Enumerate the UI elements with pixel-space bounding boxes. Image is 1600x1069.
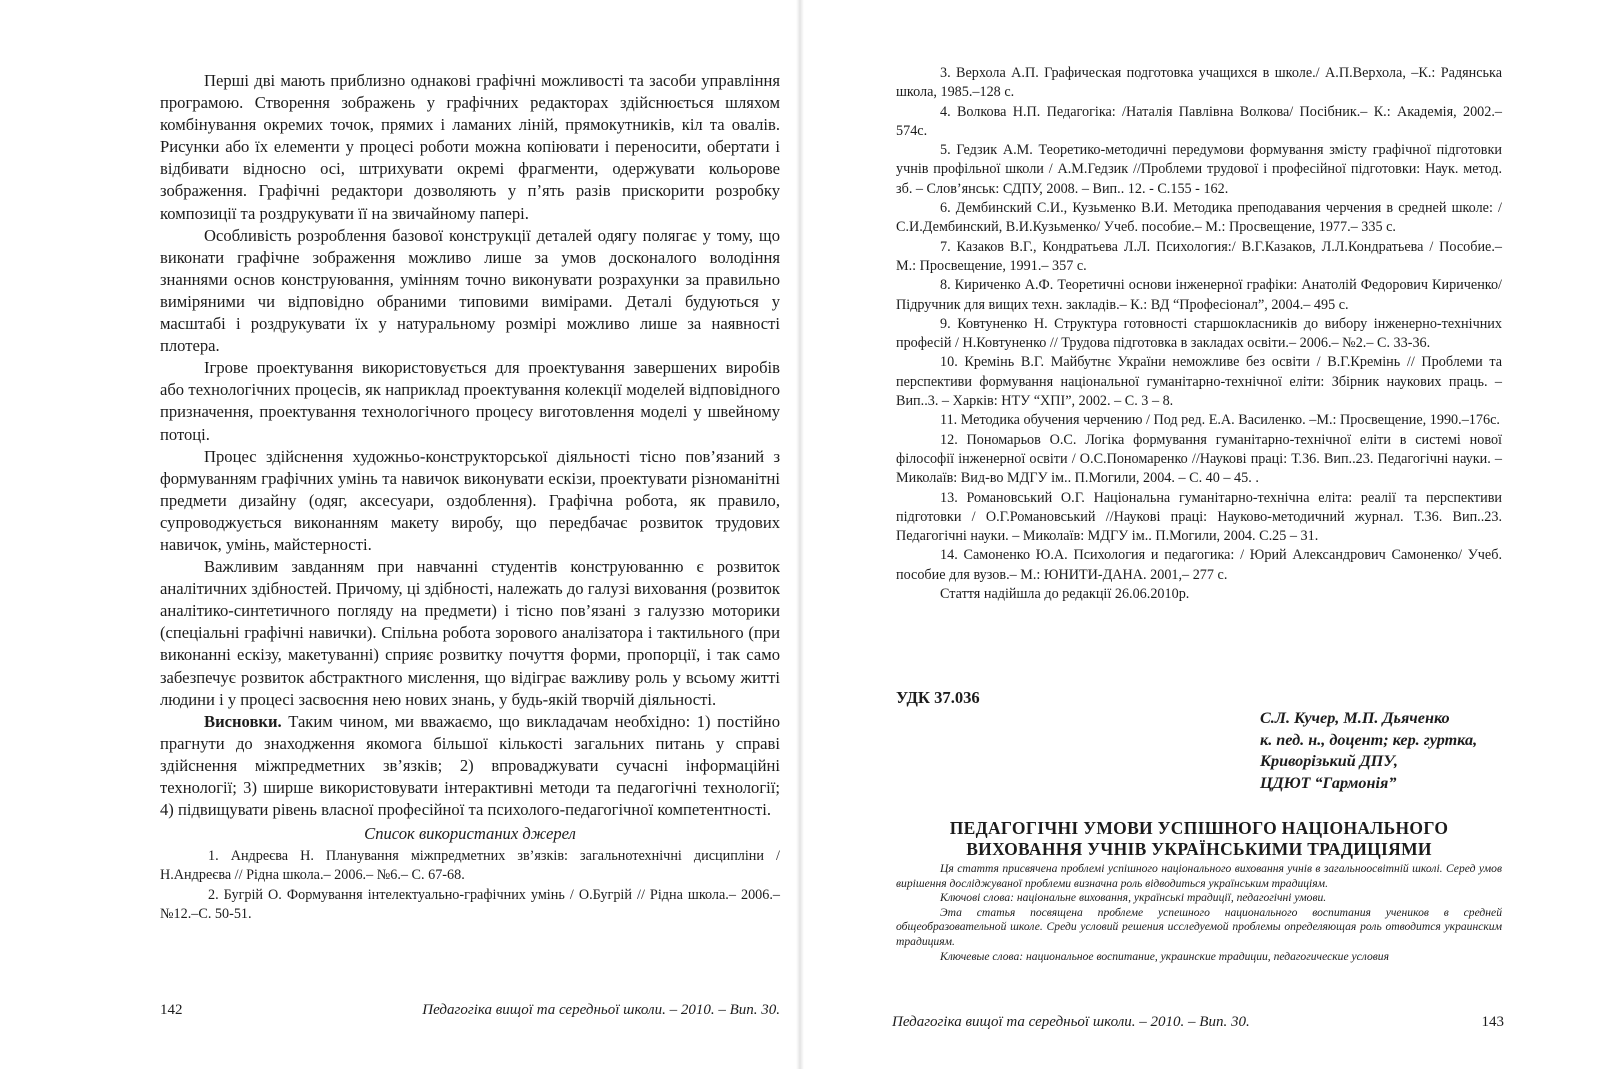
right-references [896, 64, 1502, 604]
conclusion-text: Таким чином, ми вважаємо, що викладачам необхідно: 1) постійно прагнути до знаходження якомога більшої кількості загальних питань у справі здійснення міжпредметних зв’язків; 2) впроваджувати сучасні інформаційні технології; 3) ширше використовувати інтерактивні методи та педагогічні технології; 4) підвищувати рівень власної професійної та психолого-педагогічної компетентності. [160, 711, 780, 820]
keywords-ru: Ключевые слова: национальное воспитание, украинские традиции, педагогические условия [940, 949, 1389, 963]
paragraph-5: Важливим завданням при навчанні студентів конструюванню є розвиток аналітичних здібностей. Причому, ці здібності, належать до галузі виховання (розвиток аналітико-синтетичного погляду на предмети) і тісно пов’язані з галуззю моторики (спеціальні графічні навички). Спільна робота зорового аналізатора і тактильного (при виконанні ескізу, макетуванні) сприяє розвитку почуття форми, пропорції, і так само забезпечує розвиток абстрактного мислення, що відіграє важливу роль у всьому житті людини і у процесі засвоєння нею нових знань, у будь-якій творчій діяльності. [160, 557, 780, 709]
reference-item: 12. Пономарьов О.С. Логіка формування гуманітарно-технічної еліти в системі нової філософії інженерної освіти / О.С.Пономаренко //Наукові праці: Т.36. Вип..23. Педагогічні науки. – Миколаїв: Вид-во МДГУ ім.. П.Могили, 2004. – С. 40 – 45. . [896, 431, 1502, 487]
paragraph-3: Ігрове проектування використовується для проектування завершених виробів або технологічних процесів, як наприклад проектування колекції моделей відповідного призначення, проектування технологічного процесу виготовлення моделі у швейному потоці. [160, 358, 780, 444]
page-number-left: 142 [160, 1002, 183, 1018]
abstract-ru: Эта статья посвящена проблеме успешного национального воспитания учеников в средней общеобразовательной школе. Среди условий решения исследуемой проблемы определяющая роль отводится украинским традициям. [896, 905, 1502, 948]
udk-code: УДК 37.036 [896, 688, 980, 707]
left-footer [160, 1002, 780, 1019]
journal-name-right: Педагогіка вищої та середньої школи. – 2010. – Вип. 30. [892, 1014, 1250, 1030]
paragraph-2: Особливість розроблення базової конструкції деталей одягу полягає у тому, що виконати графічне зображення можливо лише за умов досконалого володіння знаннями основ конструювання, умінням точно виконувати розрахунки за правильно виміряними чи відповідно обраними типовими вимірами. Деталі будуються у масштабі і роздрукувати їх у натуральному розмірі можливо лише за наявності плотера. [160, 225, 780, 356]
reference-item: 2. Бугрій О. Формування інтелектуально-графічних умінь / О.Бугрій // Рідна школа.– 2006.– №12.–С. 50-51. [160, 886, 780, 922]
reference-item: 4. Волкова Н.П. Педагогіка: /Наталія Павлівна Волкова/ Посібник.– К.: Академія, 2002.– 574с. [896, 103, 1502, 139]
authors-block [1260, 708, 1560, 794]
author-affiliation-1: Криворізький ДПУ, [1260, 752, 1398, 770]
reference-item: 11. Методика обучения черчению / Под ред. Е.А. Василенко. –М.: Просвещение, 1990.–176с. [940, 412, 1500, 429]
left-references [160, 847, 780, 924]
right-footer [892, 1014, 1504, 1031]
sources-title: Список використаних джерел [364, 824, 576, 844]
reference-item: 14. Самоненко Ю.А. Психология и педагогика: / Юрий Александрович Самоненко/ Учеб. пособие для вузов.– М.: ЮНИТИ-ДАНА. 2001,– 277 с. [896, 547, 1502, 583]
journal-name-left: Педагогіка вищої та середньої школи. – 2010. – Вип. 30. [422, 1002, 780, 1018]
received-date: Стаття надійшла до редакції 26.06.2010р. [940, 586, 1190, 603]
reference-item: 1. Андреєва Н. Планування міжпредметних зв’язків: загальнотехнічні дисципліни / Н.Андреєва // Рідна школа.– 2006.– №6.– С. 67-68. [160, 848, 780, 884]
reference-item: 8. Кириченко А.Ф. Теоретичні основи інженерної графіки: Анатолій Федорович Кириченко/ Підручник для вищих техн. закладів.– К.: ВД “Професіонал”, 2004.– 495 с. [896, 277, 1502, 313]
author-names: С.Л. Кучер, М.П. Дьяченко [1260, 709, 1450, 727]
right-page [800, 0, 1600, 1069]
author-degree: к. пед. н., доцент; кер. гуртка, [1260, 730, 1478, 749]
reference-item: 9. Ковтуненко Н. Структура готовності старшокласників до вибору інженерно-технічних професій / Н.Ковтуненко // Трудова підготовка в закладах освіти.– 2006.– №2.– С. 33-36. [896, 315, 1502, 352]
reference-item: 10. Кремінь В.Г. Майбутнє України неможливе без освіти / В.Г.Кремінь // Проблеми та перспективи формування національної гуманітарно-технічної еліти: Збірник наукових праць. – Вип..3. – Харків: НТУ “ХПІ”, 2002. – С. 3 – 8. [896, 354, 1502, 410]
conclusion-paragraph [160, 711, 780, 821]
paragraph-4: Процес здійснення художньо-конструкторської діяльності тісно пов’язаний з формуванням графічних умінь та навичок виконувати ескізи, проектувати різноманітні предмети дизайну (одяг, аксесуари, оздоблення). Графічна робота, як правило, супроводжується виконанням макету виробу, що передбачає розвиток трудових навичок, умінь, майстерності. [160, 446, 780, 554]
reference-item: 3. Верхола А.П. Графическая подготовка учащихся в школе./ А.П.Верхола, –К.: Радянська школа, 1985.–128 с. [896, 65, 1502, 101]
author-affiliation-2: ЦДЮТ “Гармонія” [1260, 773, 1397, 792]
paragraph-1: Перші дві мають приблизно однакові графічні можливості та засоби управління програмою. Створення зображень у графічних редакторах здійснюється шляхом комбінування окремих точок, прямих і ламаних ліній, прямокутників, кіл та овалів. Рисунки або їх елементи у процесі роботи можна копіювати і переносити, обертати і відбивати відносно осі, штрихувати окремі фрагменти, одержувати кольорове зображення. Графічні редактори дозволяють у п’ять разів прискорити розробку композиції та роздрукувати її на звичайному папері. [160, 71, 780, 223]
conclusion-label: Висновки. [204, 711, 282, 731]
reference-item: 13. Романовський О.Г. Національна гуманітарно-технічна еліта: реалії та перспективи підготовки / О.Г.Романовський //Наукові праці: Науково-методичний журнал. Т.36. Вип..23. Педагогічні науки. – Миколаїв: МДГУ ім.. П.Могили, 2004. С.25 – 31. [896, 489, 1502, 545]
page-number-right: 143 [1481, 1014, 1504, 1030]
reference-item: 6. Дембинский С.И., Кузьменко В.И. Методика преподавания черчения в средней школе: / С.И.Дембинский, В.И.Кузьменко/ Учеб. пособие.– М.: Просвещение, 1977.– 335 с. [896, 200, 1502, 236]
article-title-line: ПЕДАГОГІЧНІ УМОВИ УСПІШНОГО НАЦІОНАЛЬНОГО [949, 818, 1449, 838]
keywords-ua: Ключові слова: національне виховання, українські традиції, педагогічні умови. [940, 891, 1327, 905]
reference-item: 7. Казаков В.Г., Кондратьева Л.Л. Психология:/ В.Г.Казаков, Л.Л.Кондратьева / Пособие.– М.: Просвещение, 1991.– 357 с. [896, 238, 1502, 274]
abstract [896, 862, 1502, 964]
left-body-text [160, 70, 780, 924]
article-title-line: ВИХОВАННЯ УЧНІВ УКРАЇНСЬКИМИ ТРАДИЦІЯМИ [966, 839, 1432, 859]
abstract-ua: Ця стаття присвячена проблемі успішного національного виховання учнів в загальноосвітній школі. Серед умов вирішення досліджуваної проблеми визначна роль відводиться українським традиціям. [896, 862, 1502, 890]
article-title [896, 818, 1502, 860]
reference-item: 5. Гедзик А.М. Теоретико-методичні передумови формування змісту графічної підготовки учнів профільної школи / А.М.Гедзик //Проблеми трудової і професійної підготовки: Наук. метод. зб. – Слов’янськ: СДПУ, 2008. – Вип.. 12. - С.155 - 162. [896, 142, 1502, 197]
